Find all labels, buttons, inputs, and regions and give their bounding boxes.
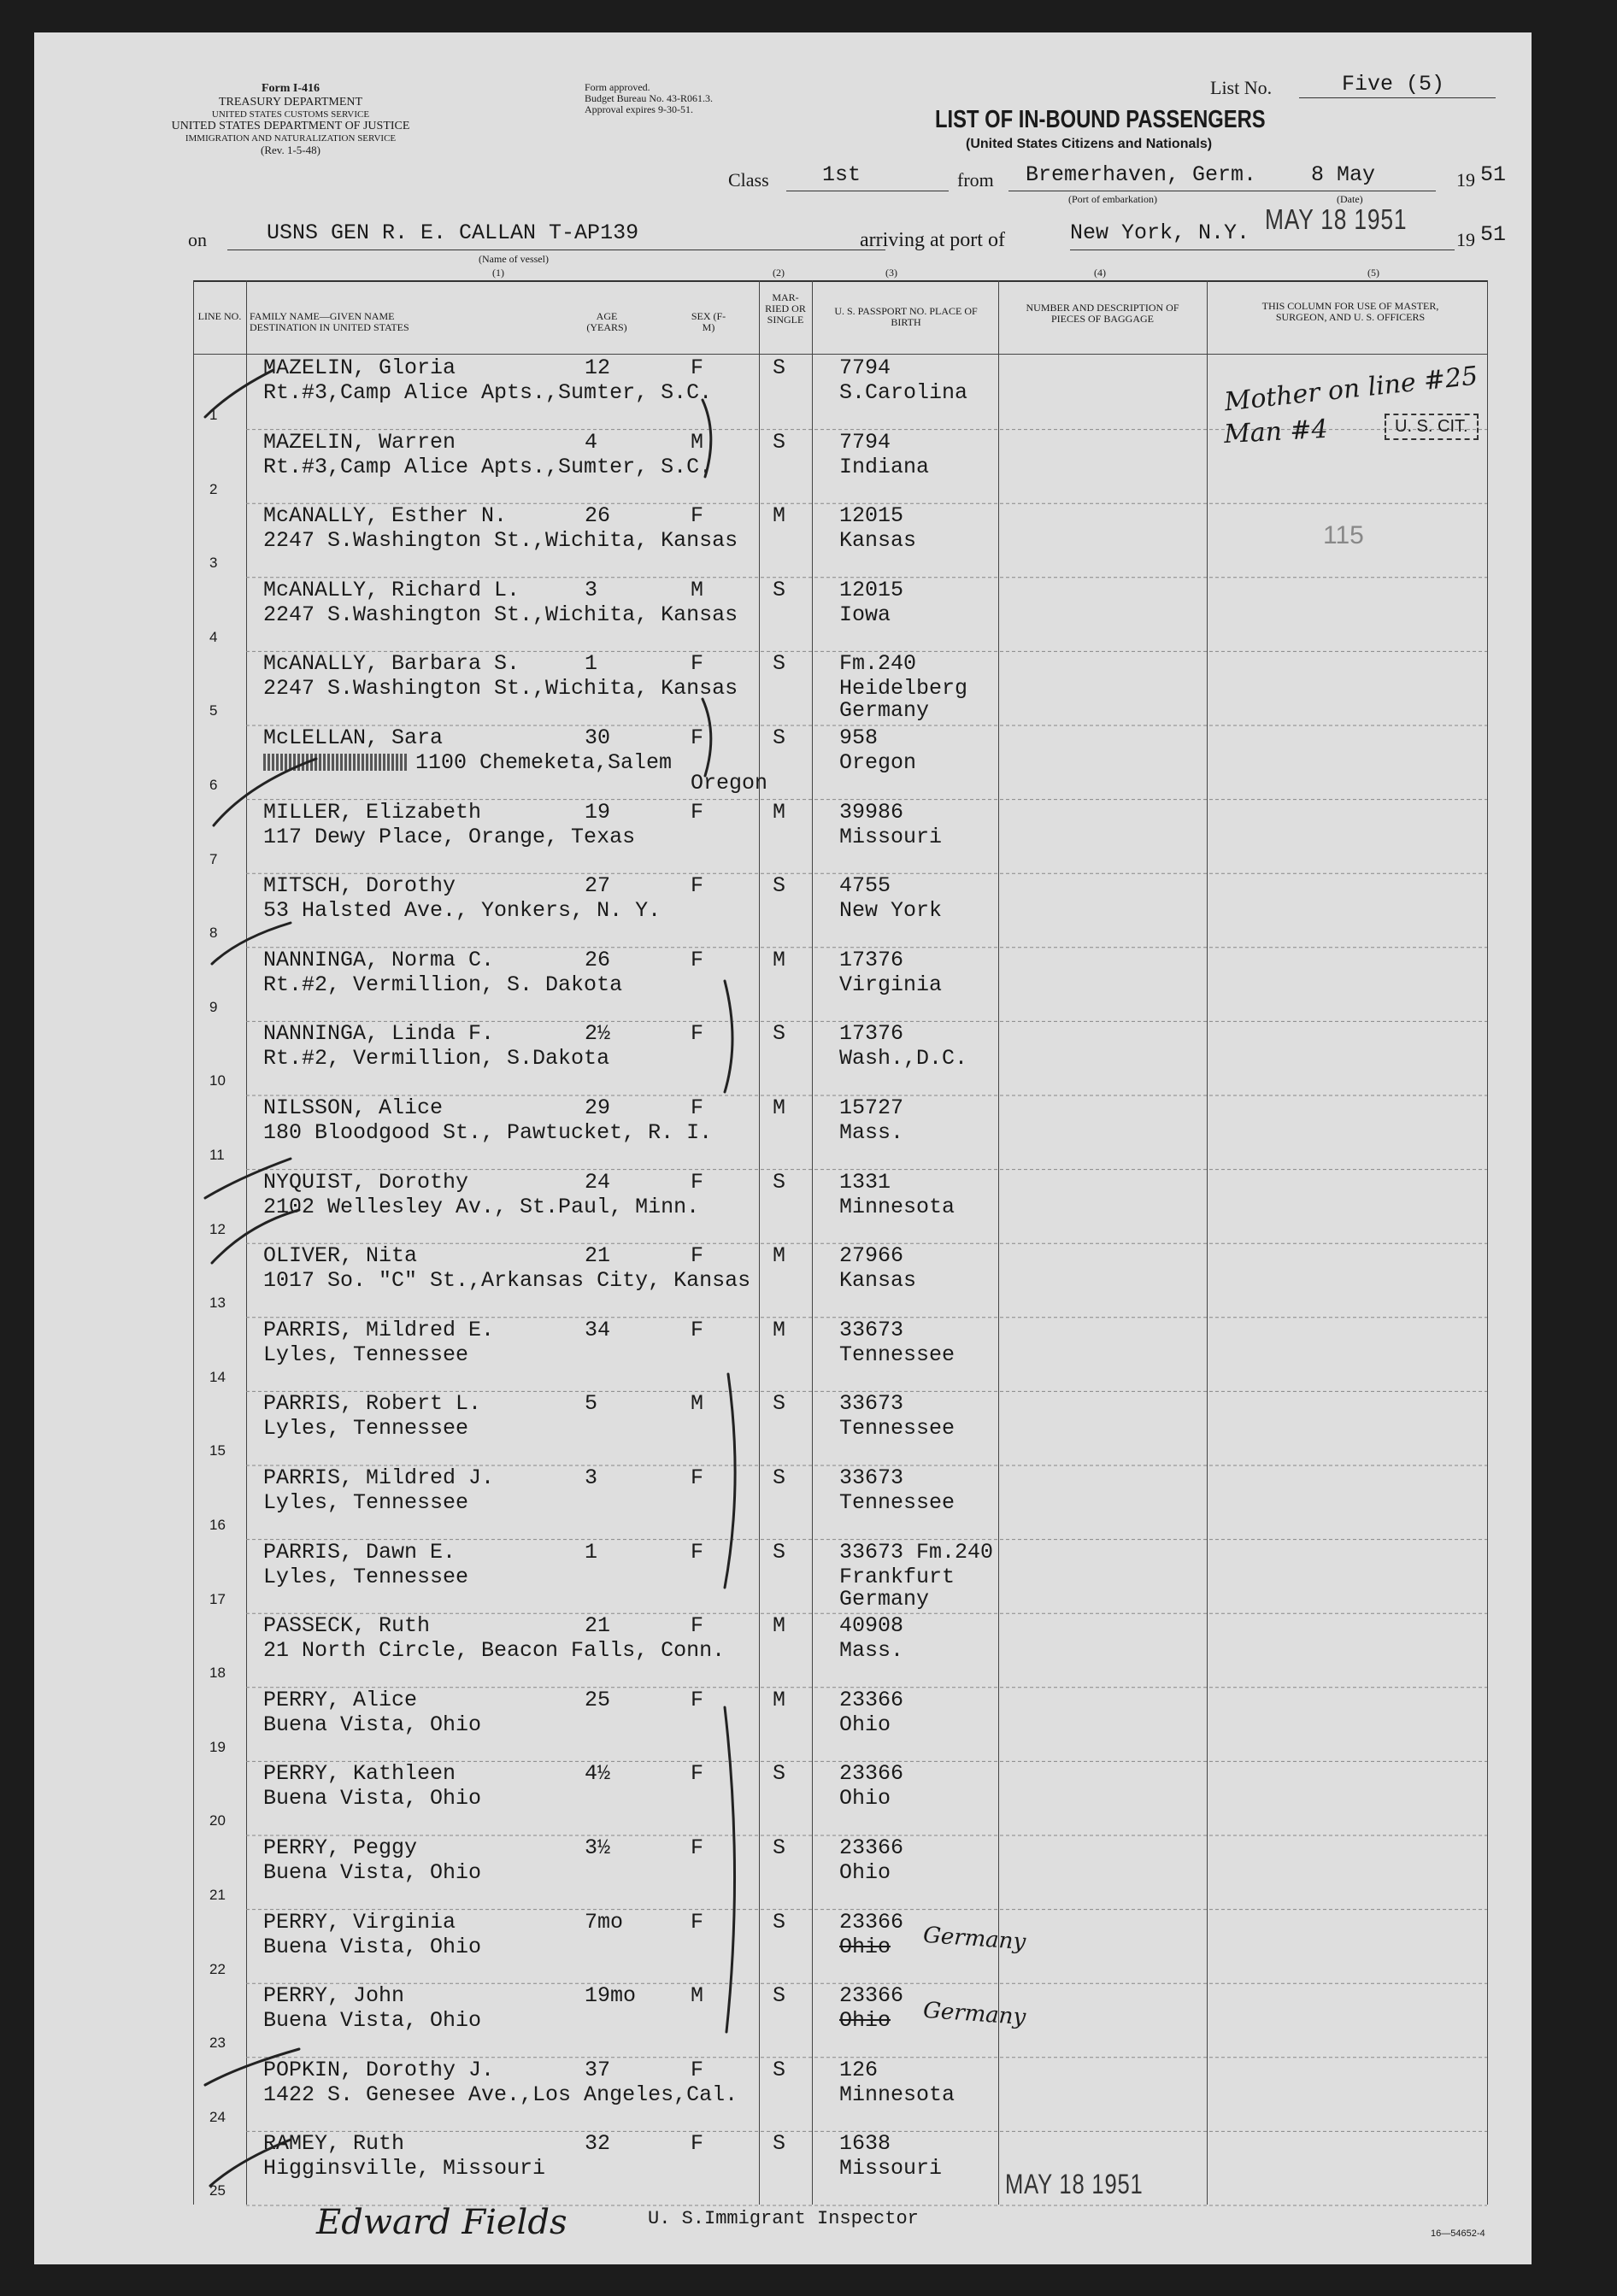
passenger-destination: Buena Vista, Ohio — [263, 1934, 482, 1959]
officer-note-man: Man #4 — [1223, 414, 1329, 450]
year-2: 51 — [1480, 222, 1507, 247]
col-num-3: (3) — [885, 267, 897, 279]
passenger-name: McANALLY, Barbara S. — [263, 651, 520, 677]
passport-number: 1638 — [839, 2131, 891, 2157]
from-label: from — [957, 169, 994, 191]
passenger-sex: F — [691, 1687, 704, 1712]
passenger-marital-status: S — [773, 2131, 786, 2157]
passport-number: 12015 — [839, 577, 904, 602]
passenger-sex: F — [691, 1613, 704, 1639]
passenger-sex: M — [691, 577, 704, 602]
table-row — [34, 1021, 1532, 1095]
place-of-birth: Missouri — [839, 2156, 943, 2181]
passport-number: 33673 — [839, 1465, 904, 1490]
passenger-age: 19mo — [585, 1983, 637, 2009]
passenger-marital-status: M — [773, 799, 786, 825]
col-num-1: (1) — [492, 267, 504, 279]
list-no-value: Five (5) — [1342, 72, 1445, 97]
table-row — [34, 1465, 1532, 1540]
place-of-birth: Ohio — [839, 1934, 891, 1959]
passenger-age: 30 — [585, 725, 611, 750]
passenger-age: 25 — [585, 1687, 611, 1712]
inspector-title: U. S.Immigrant Inspector — [648, 2208, 919, 2229]
place-of-birth: Indiana — [839, 454, 930, 479]
passenger-age: 7mo — [585, 1909, 624, 1935]
line-number: 15 — [209, 1442, 226, 1459]
table-row — [34, 1391, 1532, 1465]
passenger-name: PERRY, Peggy — [263, 1835, 418, 1860]
line-number: 4 — [209, 628, 218, 645]
place-of-birth: Ohio — [839, 1786, 891, 1812]
line-number: 18 — [209, 1665, 226, 1682]
passenger-marital-status: M — [773, 1095, 786, 1120]
passenger-sex: F — [691, 873, 704, 899]
place-of-birth: Ohio — [839, 1712, 891, 1737]
list-no-underline — [1299, 97, 1496, 98]
table-top-border — [193, 280, 1487, 282]
passenger-marital-status: S — [773, 355, 786, 380]
passenger-age: 5 — [585, 1391, 598, 1417]
passenger-age: 24 — [585, 1169, 611, 1195]
passenger-sex: F — [691, 1169, 704, 1195]
passenger-name: PERRY, John — [263, 1983, 405, 2009]
passenger-destination: Lyles, Tennessee — [263, 1490, 469, 1515]
passenger-destination: 117 Dewy Place, Orange, Texas — [263, 824, 636, 849]
passenger-destination: Buena Vista, Ohio — [263, 1860, 482, 1885]
passport-number: 4755 — [839, 873, 891, 899]
header-age: AGE (YEARS) — [586, 310, 627, 333]
treasury-dept: TREASURY DEPARTMENT — [218, 96, 363, 109]
table-row — [34, 651, 1532, 725]
form-number: Form I-416 — [261, 82, 320, 95]
vessel-name: USNS GEN R. E. CALLAN T-AP139 — [267, 220, 639, 245]
passenger-name: NANNINGA, Linda F. — [263, 1021, 495, 1047]
passenger-sex: F — [691, 725, 704, 750]
passport-number: 23366 — [839, 1909, 904, 1935]
place-of-birth: Kansas — [839, 1268, 917, 1294]
passenger-age: 2½ — [585, 1021, 611, 1047]
passenger-age: 1 — [585, 1539, 598, 1565]
header-passport: U. S. PASSPORT NO. PLACE OF BIRTH — [834, 305, 978, 328]
place-of-birth: Heidelberg — [839, 676, 968, 702]
table-row — [34, 1983, 1532, 2058]
passenger-destination: 1422 S. Genesee Ave.,Los Angeles,Cal. — [263, 2082, 738, 2107]
passenger-marital-status: S — [773, 577, 786, 602]
passenger-age: 3 — [585, 577, 598, 602]
passenger-age: 27 — [585, 873, 611, 899]
passenger-name: PASSECK, Ruth — [263, 1613, 431, 1639]
passenger-name: NILSSON, Alice — [263, 1095, 444, 1120]
ins-service: IMMIGRATION AND NATURALIZATION SERVICE — [185, 133, 397, 144]
place-of-birth: S.Carolina — [839, 380, 968, 405]
passport-number: 15727 — [839, 1095, 904, 1120]
approval-line-3: Approval expires 9-30-51. — [585, 103, 693, 115]
line-number: 2 — [209, 480, 218, 497]
passenger-sex: F — [691, 503, 704, 529]
form-header-left — [162, 82, 419, 157]
passenger-name: PARRIS, Mildred J. — [263, 1465, 495, 1490]
passenger-age: 21 — [585, 1613, 611, 1639]
passenger-age: 26 — [585, 947, 611, 972]
passenger-age: 1 — [585, 651, 598, 677]
us-cit-stamp: U. S. CIT. — [1385, 414, 1479, 440]
passenger-sex: M — [691, 1983, 704, 2009]
passenger-marital-status: S — [773, 1909, 786, 1935]
place-of-birth: Minnesota — [839, 2082, 956, 2107]
passenger-sex: F — [691, 1465, 704, 1490]
line-number: 16 — [209, 1517, 226, 1533]
passenger-destination: 21 North Circle, Beacon Falls, Conn. — [263, 1638, 726, 1664]
year-prefix-1: 19 — [1456, 169, 1475, 191]
passenger-name: PARRIS, Dawn E. — [263, 1539, 456, 1565]
line-number: 11 — [209, 1147, 225, 1163]
passenger-marital-status: S — [773, 1983, 786, 2009]
line-number: 13 — [209, 1295, 226, 1312]
passenger-destination: 2247 S.Washington St.,Wichita, Kansas — [263, 676, 738, 702]
handwritten-germany: Germany — [922, 1998, 1027, 2031]
passenger-destination: 2102 Wellesley Av., St.Paul, Minn. — [263, 1194, 700, 1219]
form-revision: (Rev. 1-5-48) — [261, 144, 320, 156]
passenger-sex: F — [691, 1095, 704, 1120]
place-of-birth: Mass. — [839, 1638, 904, 1664]
passenger-marital-status: S — [773, 1539, 786, 1565]
passenger-marital-status: M — [773, 503, 786, 529]
place-of-birth-line-2: Germany — [839, 698, 930, 724]
passenger-marital-status: S — [773, 1761, 786, 1787]
line-number: 22 — [209, 1960, 226, 1977]
passenger-destination: Rt.#3,Camp Alice Apts.,Sumter, S.C. — [263, 454, 713, 479]
table-row — [34, 1910, 1532, 1984]
header-married: MAR-RIED OR SINGLE — [765, 291, 806, 326]
place-of-birth: Iowa — [839, 602, 891, 627]
passenger-age: 19 — [585, 799, 611, 825]
passenger-age: 34 — [585, 1317, 611, 1342]
approval-line-2: Budget Bureau No. 43-R061.3. — [585, 92, 713, 104]
year-prefix-2: 19 — [1456, 229, 1475, 250]
passenger-name: NANNINGA, Norma C. — [263, 947, 495, 972]
passenger-age: 21 — [585, 1243, 611, 1269]
print-code: 16—54652-4 — [1431, 2228, 1485, 2239]
passenger-sex: F — [691, 1909, 704, 1935]
passenger-destination: 2247 S.Washington St.,Wichita, Kansas — [263, 602, 738, 627]
place-of-birth: Frankfurt — [839, 1564, 956, 1589]
header-officers: THIS COLUMN FOR USE OF MASTER, SURGEON, AND U. S. OFFICERS — [1261, 300, 1439, 323]
passenger-sex: F — [691, 1317, 704, 1342]
passenger-sex: F — [691, 947, 704, 972]
passenger-sex: F — [691, 1243, 704, 1269]
line-number: 19 — [209, 1738, 226, 1755]
line-number: 7 — [209, 850, 218, 867]
passport-number: 27966 — [839, 1243, 904, 1269]
table-row — [34, 948, 1532, 1022]
passport-number: 39986 — [839, 799, 904, 825]
passenger-name: MAZELIN, Gloria — [263, 355, 456, 380]
passenger-age: 26 — [585, 503, 611, 529]
inspector-signature: Edward Fields — [316, 2203, 567, 2242]
header-line-no: LINE NO. — [197, 310, 242, 322]
inspection-date-stamp: MAY 18 1951 — [1005, 2169, 1144, 2199]
passenger-destination: Buena Vista, Ohio — [263, 1786, 482, 1812]
table-row — [34, 1243, 1532, 1318]
table-row — [34, 578, 1532, 652]
passenger-destination: Rt.#3,Camp Alice Apts.,Sumter, S.C. — [263, 380, 713, 405]
class-value: 1st — [822, 162, 861, 187]
passenger-destination: Lyles, Tennessee — [263, 1564, 469, 1589]
passenger-name: OLIVER, Nita — [263, 1243, 418, 1269]
justice-dept: UNITED STATES DEPARTMENT OF JUSTICE — [171, 120, 410, 132]
passenger-manifest-page — [34, 32, 1532, 2264]
passenger-marital-status: S — [773, 1465, 786, 1490]
vessel-caption: (Name of vessel) — [479, 253, 549, 265]
passenger-sex: F — [691, 2057, 704, 2082]
customs-service: UNITED STATES CUSTOMS SERVICE — [211, 109, 370, 120]
line-number: 8 — [209, 925, 218, 942]
passport-number: 23366 — [839, 1687, 904, 1712]
port-embark-caption: (Port of embarkation) — [1068, 193, 1157, 205]
passenger-sex: F — [691, 1021, 704, 1047]
header-name-destination: FAMILY NAME—GIVEN NAME DESTINATION IN UNITED STATES — [250, 310, 409, 333]
date-caption: (Date) — [1337, 193, 1363, 205]
passenger-marital-status: M — [773, 947, 786, 972]
table-row — [34, 2058, 1532, 2132]
passenger-age: 3½ — [585, 1835, 611, 1860]
passenger-age: 37 — [585, 2057, 611, 2082]
passenger-name: MITSCH, Dorothy — [263, 873, 456, 899]
passenger-destination: Higginsville, Missouri — [263, 2156, 546, 2181]
passenger-name: McANALLY, Richard L. — [263, 577, 520, 602]
header-sex: SEX (F-M) — [691, 310, 726, 333]
passenger-age: 3 — [585, 1465, 598, 1490]
line-number: 20 — [209, 1812, 226, 1829]
passenger-marital-status: S — [773, 429, 786, 455]
handwritten-germany: Germany — [922, 1922, 1027, 1955]
line-number: 24 — [209, 2108, 226, 2125]
line-number: 3 — [209, 555, 218, 572]
place-of-birth: Missouri — [839, 824, 943, 849]
passenger-sex: F — [691, 2131, 704, 2157]
place-of-birth: Mass. — [839, 1120, 904, 1145]
passenger-marital-status: S — [773, 2057, 786, 2082]
place-of-birth: Minnesota — [839, 1194, 956, 1219]
passenger-destination: Lyles, Tennessee — [263, 1342, 469, 1367]
header-baggage: NUMBER AND DESCRIPTION OF PIECES OF BAGGAGE — [1026, 302, 1179, 325]
on-label: on — [188, 229, 207, 250]
passport-number: 23366 — [839, 1761, 904, 1787]
passenger-marital-status: M — [773, 1613, 786, 1639]
passenger-name: McLELLAN, Sara — [263, 725, 444, 750]
place-of-birth: Ohio — [839, 1860, 891, 1885]
passenger-name: MILLER, Elizabeth — [263, 799, 482, 825]
table-row — [34, 1170, 1532, 1244]
passenger-name: MAZELIN, Warren — [263, 429, 456, 455]
passport-number: 17376 — [839, 1021, 904, 1047]
passenger-sex: F — [691, 799, 704, 825]
passenger-name: PERRY, Virginia — [263, 1909, 456, 1935]
struck-out-destination — [263, 754, 409, 771]
passport-number: 7794 — [839, 429, 891, 455]
year-1: 51 — [1480, 162, 1507, 187]
line-number: 10 — [209, 1072, 226, 1089]
passenger-destination: Buena Vista, Ohio — [263, 2008, 482, 2034]
place-of-birth: Tennessee — [839, 1490, 956, 1515]
table-row — [34, 1540, 1532, 1614]
table-row — [34, 503, 1532, 578]
line-number: 23 — [209, 2035, 226, 2052]
arrival-port: New York, N.Y. — [1070, 220, 1250, 245]
passenger-age: 4 — [585, 429, 598, 455]
passenger-sex: F — [691, 1835, 704, 1860]
passenger-marital-status: M — [773, 1243, 786, 1269]
passenger-sex: F — [691, 1539, 704, 1565]
officer-note-mother: Mother on line #25 — [1222, 361, 1479, 418]
line-number: 12 — [209, 1220, 226, 1237]
passenger-sex: M — [691, 429, 704, 455]
table-row — [34, 1613, 1532, 1688]
passenger-destination: 2247 S.Washington St.,Wichita, Kansas — [263, 528, 738, 554]
passenger-marital-status: S — [773, 1835, 786, 1860]
passenger-sex: M — [691, 1391, 704, 1417]
passenger-name: PERRY, Kathleen — [263, 1761, 456, 1787]
passport-number: 33673 — [839, 1317, 904, 1342]
table-row — [34, 725, 1532, 800]
departure-date: 8 May — [1311, 162, 1376, 187]
page-subtitle: (United States Citizens and Nationals) — [966, 137, 1213, 151]
passenger-destination: 180 Bloodgood St., Pawtucket, R. I. — [263, 1120, 713, 1145]
place-of-birth-line-2: Germany — [839, 1586, 930, 1612]
approval-line-1: Form approved. — [585, 81, 650, 93]
arriving-label: arriving at port of — [860, 229, 1005, 251]
col-num-5: (5) — [1367, 267, 1379, 279]
passport-number: 126 — [839, 2057, 879, 2082]
passenger-age: 12 — [585, 355, 611, 380]
passport-number: 23366 — [839, 1983, 904, 2009]
passenger-marital-status: S — [773, 1391, 786, 1417]
passenger-marital-status: S — [773, 651, 786, 677]
table-row — [34, 1318, 1532, 1392]
passenger-marital-status: S — [773, 725, 786, 750]
place-of-birth: Oregon — [839, 750, 917, 775]
passport-number: 12015 — [839, 503, 904, 529]
count-stamp: 115 — [1323, 521, 1364, 549]
place-of-birth: Tennessee — [839, 1342, 956, 1367]
table-header-border — [193, 354, 1487, 355]
passport-number: 7794 — [839, 355, 891, 380]
line-number: 1 — [209, 407, 218, 423]
port-embarkation: Bremerhaven, Germ. — [1026, 162, 1257, 187]
passenger-destination: 1100 Chemeketa,Salem — [415, 750, 673, 775]
table-row — [34, 1761, 1532, 1835]
passenger-name: McANALLY, Esther N. — [263, 503, 508, 529]
passenger-marital-status: S — [773, 1169, 786, 1195]
table-row — [34, 800, 1532, 874]
class-label: Class — [728, 169, 769, 191]
passenger-name: NYQUIST, Dorothy — [263, 1169, 469, 1195]
line-number: 5 — [209, 702, 218, 719]
passenger-name: POPKIN, Dorothy J. — [263, 2057, 495, 2082]
place-of-birth: Virginia — [839, 972, 943, 997]
arrival-date-stamp: MAY 18 1951 — [1265, 203, 1408, 235]
table-row — [34, 1688, 1532, 1762]
place-of-birth: Wash.,D.C. — [839, 1046, 968, 1072]
passenger-marital-status: M — [773, 1317, 786, 1342]
page-title: LIST OF IN-BOUND PASSENGERS — [935, 106, 1266, 133]
place-of-birth: New York — [839, 898, 943, 924]
list-no-label: List No. — [1210, 77, 1273, 98]
place-of-birth: Kansas — [839, 528, 917, 554]
table-row — [34, 1835, 1532, 1910]
passport-number: 958 — [839, 725, 879, 750]
passenger-destination: 1017 So. "C" St.,Arkansas City, Kansas — [263, 1268, 751, 1294]
passenger-destination: Lyles, Tennessee — [263, 1416, 469, 1442]
passport-number: 1331 — [839, 1169, 891, 1195]
passenger-destination: Rt.#2, Vermillion, S.Dakota — [263, 1046, 610, 1072]
passport-number: 17376 — [839, 947, 904, 972]
passport-number: 40908 — [839, 1613, 904, 1639]
passenger-name: PARRIS, Mildred E. — [263, 1317, 495, 1342]
table-row — [34, 1095, 1532, 1170]
passenger-destination: 53 Halsted Ave., Yonkers, N. Y. — [263, 898, 662, 924]
passenger-name: RAMEY, Ruth — [263, 2131, 405, 2157]
table-row — [34, 873, 1532, 948]
passport-number: Fm.240 — [839, 651, 917, 677]
passport-number: 33673 Fm.240 — [839, 1539, 994, 1565]
line-number: 17 — [209, 1590, 226, 1607]
place-of-birth: Ohio — [839, 2008, 891, 2034]
passenger-name: PERRY, Alice — [263, 1687, 418, 1712]
col-num-2: (2) — [773, 267, 785, 279]
col-num-4: (4) — [1094, 267, 1106, 279]
passenger-age: 4½ — [585, 1761, 611, 1787]
passenger-marital-status: M — [773, 1687, 786, 1712]
line-number: 6 — [209, 777, 218, 793]
passenger-age: 32 — [585, 2131, 611, 2157]
form-approval — [585, 82, 713, 115]
passenger-marital-status: S — [773, 1021, 786, 1047]
passenger-sex: F — [691, 1761, 704, 1787]
passenger-name: PARRIS, Robert L. — [263, 1391, 482, 1417]
passenger-age: 29 — [585, 1095, 611, 1120]
place-of-birth: Tennessee — [839, 1416, 956, 1442]
line-number: 9 — [209, 998, 218, 1015]
passenger-marital-status: S — [773, 873, 786, 899]
passenger-destination: Buena Vista, Ohio — [263, 1712, 482, 1737]
passport-number: 23366 — [839, 1835, 904, 1860]
line-number: 21 — [209, 1887, 226, 1903]
passenger-destination-line-2: Oregon — [691, 771, 768, 796]
passenger-destination: Rt.#2, Vermillion, S. Dakota — [263, 972, 623, 997]
line-number: 14 — [209, 1368, 226, 1385]
passenger-sex: F — [691, 651, 704, 677]
line-number: 25 — [209, 2182, 226, 2199]
passport-number: 33673 — [839, 1391, 904, 1417]
table-row — [34, 2131, 1532, 2205]
passenger-sex: F — [691, 355, 704, 380]
